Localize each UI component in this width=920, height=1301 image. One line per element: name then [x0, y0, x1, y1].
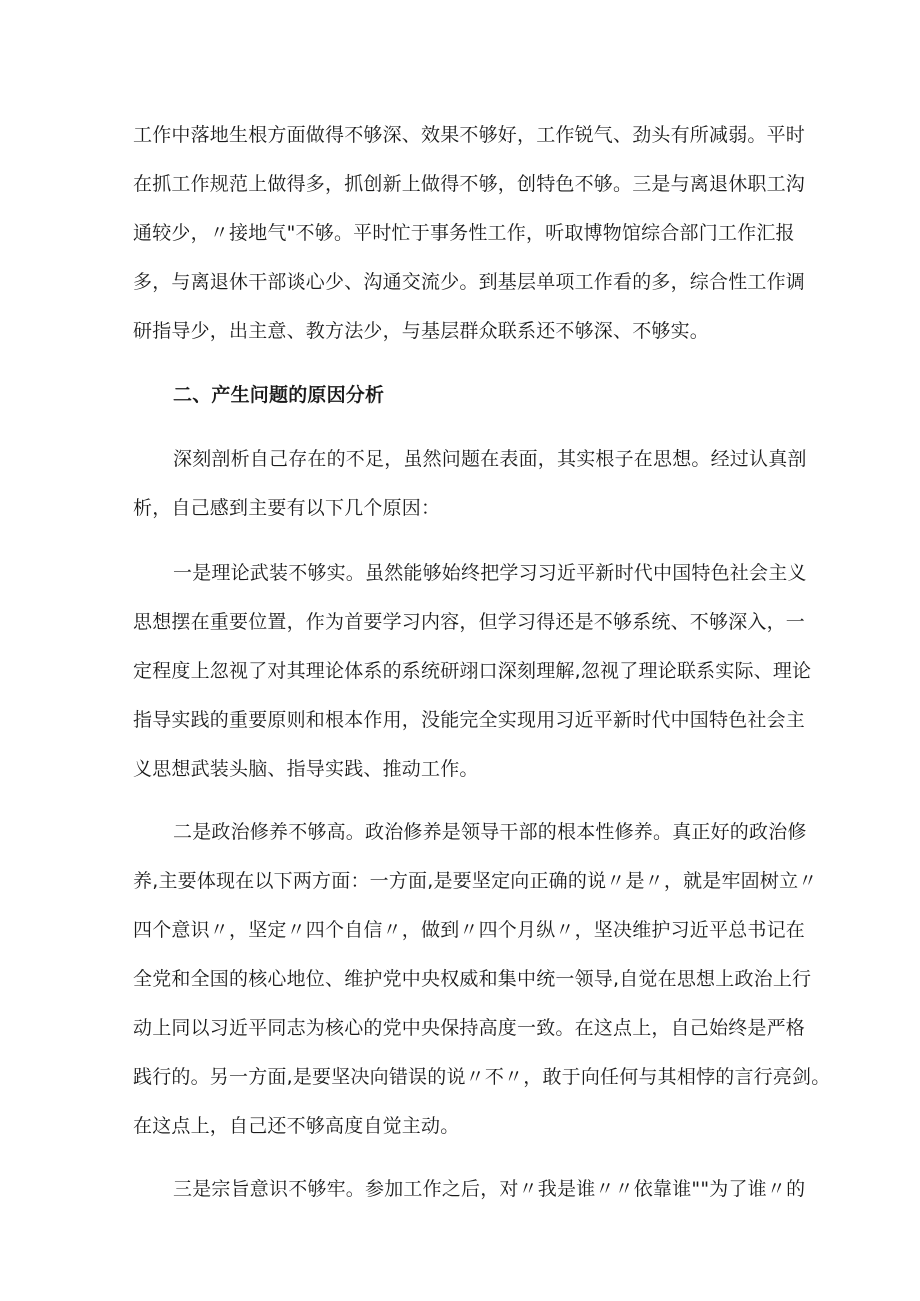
paragraph-line: 二是政治修养不够高。政治修养是领导干部的根本性修养。真正好的政治修	[173, 821, 807, 843]
paragraph-line: 析，自己感到主要有以下几个原因：	[133, 497, 441, 519]
paragraph-line: 在抓工作规范上做得多，抓创新上做得不够，创特色不够。三是与离退休职工沟	[133, 173, 806, 195]
paragraph-line: 一是理论武装不够实。虽然能够始终把学习习近平新时代中国特色社会主义	[173, 562, 807, 584]
paragraph-line: 践行的。另一方面,是要坚决向错误的说〃不〃，敢于向任何与其相悖的言行亮剑。	[133, 1066, 831, 1088]
paragraph-line: 指导实践的重要原则和根本作用，没能完全实现用习近平新时代中国特色社会主	[133, 709, 806, 731]
paragraph-line: 养,主要体现在以下两方面：一方面,是要坚定向正确的说〃是〃，就是牢固树立〃	[133, 870, 818, 892]
paragraph-line: 思想摆在重要位置，作为首要学习内容，但学习得还是不够系统、不够深入，一	[133, 611, 806, 633]
paragraph-line: 义思想武装头脑、指导实践、推动工作。	[133, 758, 479, 780]
paragraph-line: 全党和全国的核心地位、维护党中央权威和集中统一领导,自觉在思想上政治上行	[133, 968, 812, 990]
paragraph-line: 工作中落地生根方面做得不够深、效果不够好，工作锐气、劲头有所减弱。平时	[133, 124, 806, 146]
paragraph-line: 深刻剖析自己存在的不足，虽然问题在表面，其实根子在思想。经过认真剖	[173, 448, 807, 470]
section-heading: 二、产生问题的原因分析	[173, 384, 385, 406]
paragraph-line: 通较少，〃接地气"不够。平时忙于事务性工作，听取博物馆综合部门工作汇报	[133, 222, 795, 244]
paragraph-line: 定程度上忽视了对其理论体系的系统研翊口深刻理解,忽视了理论联系实际、理论	[133, 660, 812, 682]
paragraph-line: 在这点上，自己还不够高度自觉主动。	[133, 1115, 460, 1137]
paragraph-line: 四个意识〃，坚定〃四个自信〃，做到〃四个月纵〃，坚决维护习近平总书记在	[133, 919, 806, 941]
paragraph-line: 研指导少，出主意、教方法少，与基层群众联系还不够深、不够实。	[133, 320, 710, 342]
paragraph-line: 多，与离退休干部谈心少、沟通交流少。到基层单项工作看的多，综合性工作调	[133, 271, 806, 293]
paragraph-line: 动上同以习近平同志为核心的党中央保持高度一致。在这点上，自己始终是严格	[133, 1017, 806, 1039]
paragraph-line: 三是宗旨意识不够牢。参加工作之后，对〃我是谁〃〃依靠谁""为了谁〃的	[173, 1178, 806, 1200]
